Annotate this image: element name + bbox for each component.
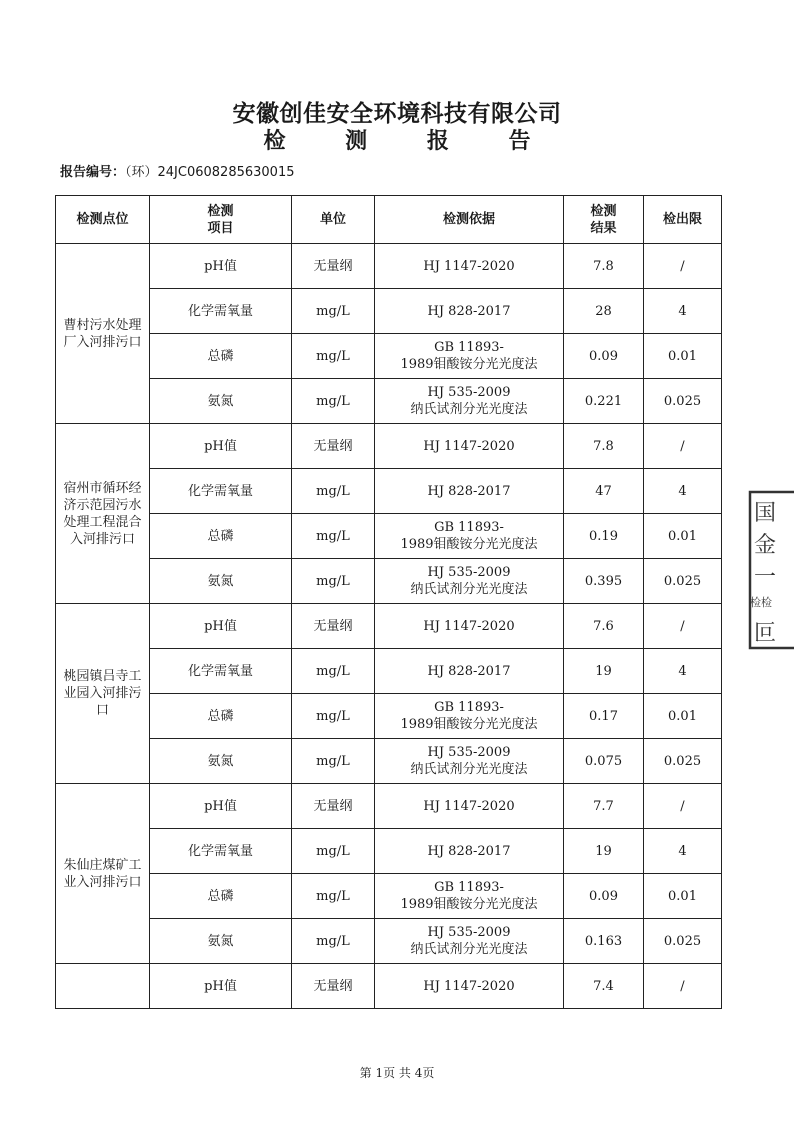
limit-cell: 4 bbox=[644, 469, 722, 514]
item-cell: 总磷 bbox=[150, 874, 292, 919]
result-cell: 7.6 bbox=[564, 604, 644, 649]
results-table bbox=[55, 195, 722, 1009]
unit-cell: mg/L bbox=[292, 379, 375, 424]
result-cell: 19 bbox=[564, 649, 644, 694]
limit-cell: 0.01 bbox=[644, 694, 722, 739]
item-cell: 氨氮 bbox=[150, 739, 292, 784]
site-name-cell: 桃园镇吕寺工业园入河排污口 bbox=[56, 604, 150, 784]
unit-cell: mg/L bbox=[292, 919, 375, 964]
stamp-glyph: 叵 bbox=[754, 621, 777, 646]
limit-cell: / bbox=[644, 424, 722, 469]
limit-cell: / bbox=[644, 964, 722, 1009]
item-cell: 化学需氧量 bbox=[150, 289, 292, 334]
item-cell: pH值 bbox=[150, 244, 292, 289]
unit-cell: 无量纲 bbox=[292, 424, 375, 469]
unit-cell: 无量纲 bbox=[292, 604, 375, 649]
stamp-glyph: 金 bbox=[754, 533, 777, 558]
unit-cell: mg/L bbox=[292, 289, 375, 334]
report-number-value: （环）24JC0608285630015 bbox=[125, 165, 295, 180]
limit-cell: 4 bbox=[644, 829, 722, 874]
basis-cell: GB 11893- 1989钼酸铵分光光度法 bbox=[375, 514, 564, 559]
unit-cell: mg/L bbox=[292, 334, 375, 379]
result-cell: 0.075 bbox=[564, 739, 644, 784]
limit-cell: / bbox=[644, 244, 722, 289]
item-cell: 化学需氧量 bbox=[150, 829, 292, 874]
unit-cell: mg/L bbox=[292, 469, 375, 514]
limit-cell: 0.01 bbox=[644, 874, 722, 919]
result-cell: 0.221 bbox=[564, 379, 644, 424]
col-header-unit: 单位 bbox=[292, 196, 375, 244]
stamp-glyph: 国 bbox=[754, 501, 777, 526]
basis-cell: HJ 535-2009 纳氏试剂分光光度法 bbox=[375, 919, 564, 964]
item-cell: 氨氮 bbox=[150, 559, 292, 604]
basis-cell: HJ 1147-2020 bbox=[375, 244, 564, 289]
item-cell: 氨氮 bbox=[150, 919, 292, 964]
result-cell: 19 bbox=[564, 829, 644, 874]
table-row bbox=[56, 244, 722, 289]
basis-cell: HJ 828-2017 bbox=[375, 469, 564, 514]
table-row bbox=[56, 874, 722, 919]
limit-cell: / bbox=[644, 604, 722, 649]
table-row bbox=[56, 739, 722, 784]
basis-cell: GB 11893- 1989钼酸铵分光光度法 bbox=[375, 334, 564, 379]
table-header-row bbox=[56, 196, 722, 244]
report-number bbox=[60, 161, 295, 180]
col-header-result: 检测 结果 bbox=[564, 196, 644, 244]
stamp-glyph: 检检 bbox=[750, 596, 772, 609]
site-name-cell: 曹村污水处理厂入河排污口 bbox=[56, 244, 150, 424]
report-number-label: 报告编号： bbox=[60, 165, 126, 180]
limit-cell: 0.025 bbox=[644, 739, 722, 784]
result-cell: 0.09 bbox=[564, 334, 644, 379]
unit-cell: mg/L bbox=[292, 649, 375, 694]
unit-cell: mg/L bbox=[292, 829, 375, 874]
item-cell: 总磷 bbox=[150, 334, 292, 379]
limit-cell: 0.025 bbox=[644, 379, 722, 424]
col-header-site: 检测点位 bbox=[56, 196, 150, 244]
result-cell: 0.19 bbox=[564, 514, 644, 559]
limit-cell: 0.01 bbox=[644, 334, 722, 379]
limit-cell: 4 bbox=[644, 289, 722, 334]
site-name-cell: 宿州市循环经济示范园污水处理工程混合入河排污口 bbox=[56, 424, 150, 604]
basis-cell: HJ 1147-2020 bbox=[375, 424, 564, 469]
result-cell: 7.7 bbox=[564, 784, 644, 829]
item-cell: pH值 bbox=[150, 604, 292, 649]
site-name-cell: 朱仙庄煤矿工业入河排污口 bbox=[56, 784, 150, 964]
basis-cell: HJ 828-2017 bbox=[375, 649, 564, 694]
unit-cell: mg/L bbox=[292, 559, 375, 604]
item-cell: 总磷 bbox=[150, 514, 292, 559]
result-cell: 0.17 bbox=[564, 694, 644, 739]
table-row bbox=[56, 469, 722, 514]
col-header-limit: 检出限 bbox=[644, 196, 722, 244]
result-cell: 28 bbox=[564, 289, 644, 334]
basis-cell: HJ 535-2009 纳氏试剂分光光度法 bbox=[375, 379, 564, 424]
table-row bbox=[56, 559, 722, 604]
table-row bbox=[56, 289, 722, 334]
result-cell: 0.09 bbox=[564, 874, 644, 919]
unit-cell: mg/L bbox=[292, 694, 375, 739]
site-name-cell bbox=[56, 964, 150, 1009]
item-cell: pH值 bbox=[150, 964, 292, 1009]
result-cell: 47 bbox=[564, 469, 644, 514]
unit-cell: 无量纲 bbox=[292, 964, 375, 1009]
basis-cell: HJ 535-2009 纳氏试剂分光光度法 bbox=[375, 559, 564, 604]
col-header-basis: 检测依据 bbox=[375, 196, 564, 244]
result-cell: 7.8 bbox=[564, 244, 644, 289]
unit-cell: mg/L bbox=[292, 514, 375, 559]
limit-cell: 0.025 bbox=[644, 919, 722, 964]
table-row bbox=[56, 829, 722, 874]
limit-cell: 4 bbox=[644, 649, 722, 694]
item-cell: pH值 bbox=[150, 784, 292, 829]
basis-cell: HJ 1147-2020 bbox=[375, 784, 564, 829]
basis-cell: HJ 828-2017 bbox=[375, 289, 564, 334]
result-cell: 7.8 bbox=[564, 424, 644, 469]
table-row bbox=[56, 379, 722, 424]
table-row bbox=[56, 964, 722, 1009]
inspection-stamp bbox=[748, 490, 794, 650]
item-cell: pH值 bbox=[150, 424, 292, 469]
company-name: 安徽创佳安全环境科技有限公司 bbox=[232, 101, 562, 127]
basis-cell: GB 11893- 1989钼酸铵分光光度法 bbox=[375, 694, 564, 739]
table-row bbox=[56, 334, 722, 379]
table-row bbox=[56, 649, 722, 694]
document-title: 检 测 报 告 bbox=[263, 129, 557, 154]
basis-cell: HJ 1147-2020 bbox=[375, 604, 564, 649]
unit-cell: mg/L bbox=[292, 874, 375, 919]
item-cell: 化学需氧量 bbox=[150, 649, 292, 694]
table-row bbox=[56, 604, 722, 649]
basis-cell: HJ 828-2017 bbox=[375, 829, 564, 874]
page-number: 第 1页 共 4页 bbox=[359, 1066, 435, 1080]
unit-cell: 无量纲 bbox=[292, 244, 375, 289]
unit-cell: mg/L bbox=[292, 739, 375, 784]
result-cell: 0.395 bbox=[564, 559, 644, 604]
unit-cell: 无量纲 bbox=[292, 784, 375, 829]
result-cell: 0.163 bbox=[564, 919, 644, 964]
stamp-glyph: 一 bbox=[754, 565, 777, 590]
limit-cell: 0.025 bbox=[644, 559, 722, 604]
basis-cell: GB 11893- 1989钼酸铵分光光度法 bbox=[375, 874, 564, 919]
col-header-item: 检测 项目 bbox=[150, 196, 292, 244]
table-row bbox=[56, 694, 722, 739]
limit-cell: / bbox=[644, 784, 722, 829]
item-cell: 氨氮 bbox=[150, 379, 292, 424]
table-row bbox=[56, 784, 722, 829]
item-cell: 总磷 bbox=[150, 694, 292, 739]
table-row bbox=[56, 919, 722, 964]
item-cell: 化学需氧量 bbox=[150, 469, 292, 514]
basis-cell: HJ 1147-2020 bbox=[375, 964, 564, 1009]
basis-cell: HJ 535-2009 纳氏试剂分光光度法 bbox=[375, 739, 564, 784]
table-row bbox=[56, 424, 722, 469]
result-cell: 7.4 bbox=[564, 964, 644, 1009]
limit-cell: 0.01 bbox=[644, 514, 722, 559]
table-row bbox=[56, 514, 722, 559]
